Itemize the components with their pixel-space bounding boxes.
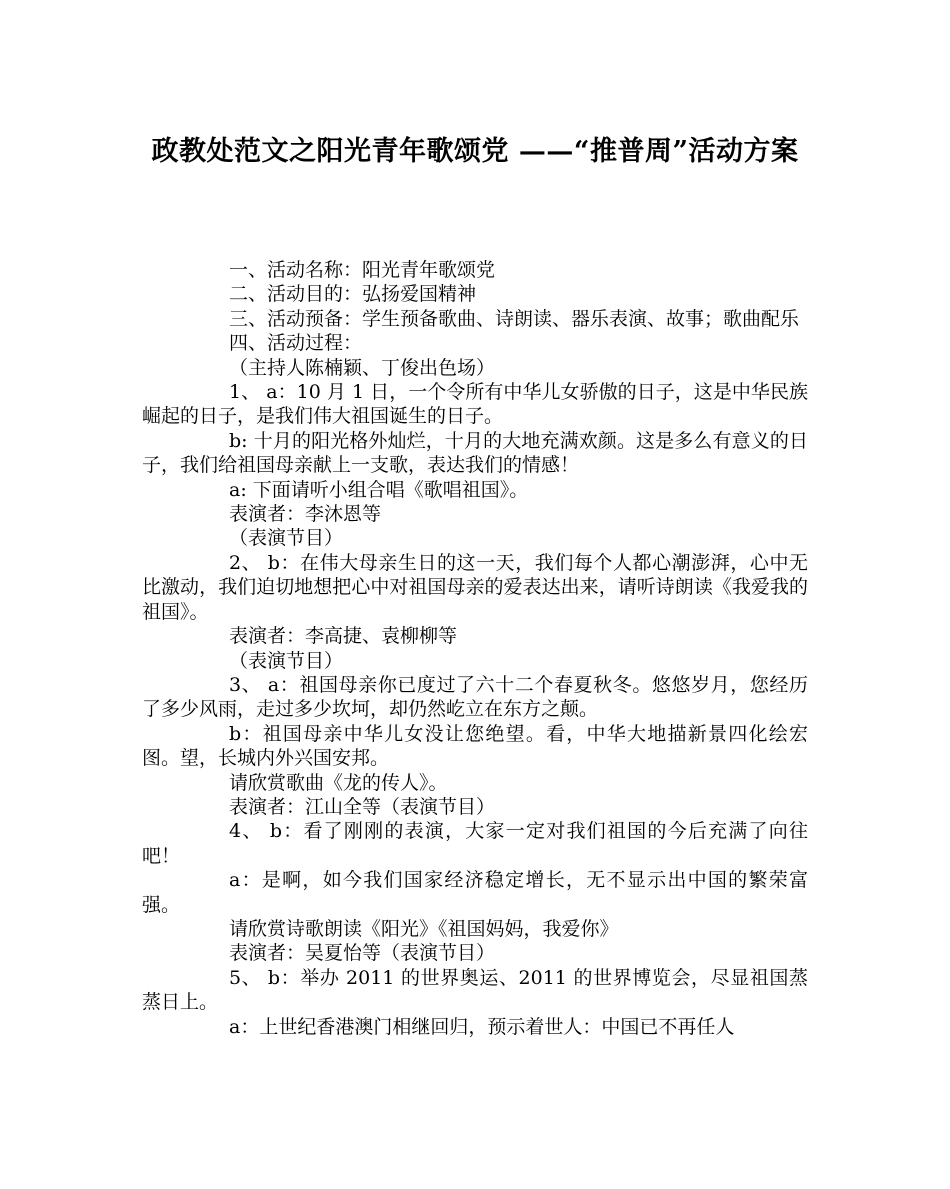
paragraph-activity-name: 一、活动名称：阳光青年歌颂党 xyxy=(229,259,496,281)
paragraph-item-5-b: 5、 b：举办 2011 的世界奥运、2011 的世界博览会，尽显祖国蒸蒸日上。 xyxy=(142,966,808,1014)
paragraph-item-1-b: b: 十月的阳光格外灿烂，十月的大地充满欢颜。这是多么有意义的日子，我们给祖国母亲献上一支歌，表达我们的情感！ xyxy=(142,429,808,477)
paragraph-performer-2: 表演者：李高捷、袁柳柳等 xyxy=(229,625,458,648)
paragraph-hosts: （主持人陈楠颖、丁俊出色场） xyxy=(229,356,496,379)
paragraph-poem-reading: 请欣赏诗歌朗读《阳光》《祖国妈妈，我爱你》 xyxy=(229,917,619,940)
paragraph-activity-preparation: 三、活动预备：学生预备歌曲、诗朗读、器乐表演、故事；歌曲配乐 xyxy=(229,307,800,330)
paragraph-activity-process: 四、活动过程： xyxy=(229,332,363,355)
paragraph-item-4-a: a：是啊，如今我们国家经济稳定增长，无不显示出中国的繁荣富强。 xyxy=(142,869,808,916)
paragraph-item-2-b: 2、 b：在伟大母亲生日的这一天，我们每个人都心潮澎湃，心中无比激动，我们迫切地想把心中对祖国母亲的爱表达出来，请听诗朗读《我爱我的祖国》。 xyxy=(142,551,808,623)
paragraph-song-dragon: 请欣赏歌曲《龙的传人》。 xyxy=(229,771,448,794)
paragraph-activity-purpose: 二、活动目的：弘扬爱国精神 xyxy=(229,283,477,306)
paragraph-performance-2: （表演节目） xyxy=(229,649,344,672)
paragraph-performance-1: （表演节目） xyxy=(229,527,344,550)
paragraph-item-1-a: 1、 a：10 月 1 日，一个令所有中华儿女骄傲的日子，这是中华民族崛起的日子，是我们伟大祖国诞生的日子。 xyxy=(142,381,808,428)
paragraph-item-3-b: b：祖国母亲中华儿女没让您绝望。看，中华大地描新景四化绘宏图。望，长城内外兴国安邦。 xyxy=(142,722,808,770)
paragraph-performer-4: 表演者：吴夏怡等（表演节目） xyxy=(229,942,496,965)
paragraph-item-3-a: 3、 a：祖国母亲你已度过了六十二个春夏秋冬。悠悠岁月，您经历了多少风雨，走过多少坎坷，却仍然屹立在东方之颠。 xyxy=(142,673,808,721)
document-title: 政教处范文之阳光青年歌颂党 ——“推普周”活动方案 xyxy=(151,136,799,167)
document-body xyxy=(142,258,808,1039)
paragraph-item-5-a: a：上世纪香港澳门相继回归，预示着世人：中国已不再任人 xyxy=(229,1015,735,1038)
paragraph-item-4-b: 4、 b：看了刚刚的表演，大家一定对我们祖国的今后充满了向往吧！ xyxy=(142,820,808,867)
paragraph-performer-1: 表演者：李沐恩等 xyxy=(229,503,382,526)
paragraph-item-1-a2: a: 下面请听小组合唱《歌唱祖国》。 xyxy=(229,478,529,501)
paragraph-performer-3: 表演者：江山全等（表演节目） xyxy=(229,795,496,818)
